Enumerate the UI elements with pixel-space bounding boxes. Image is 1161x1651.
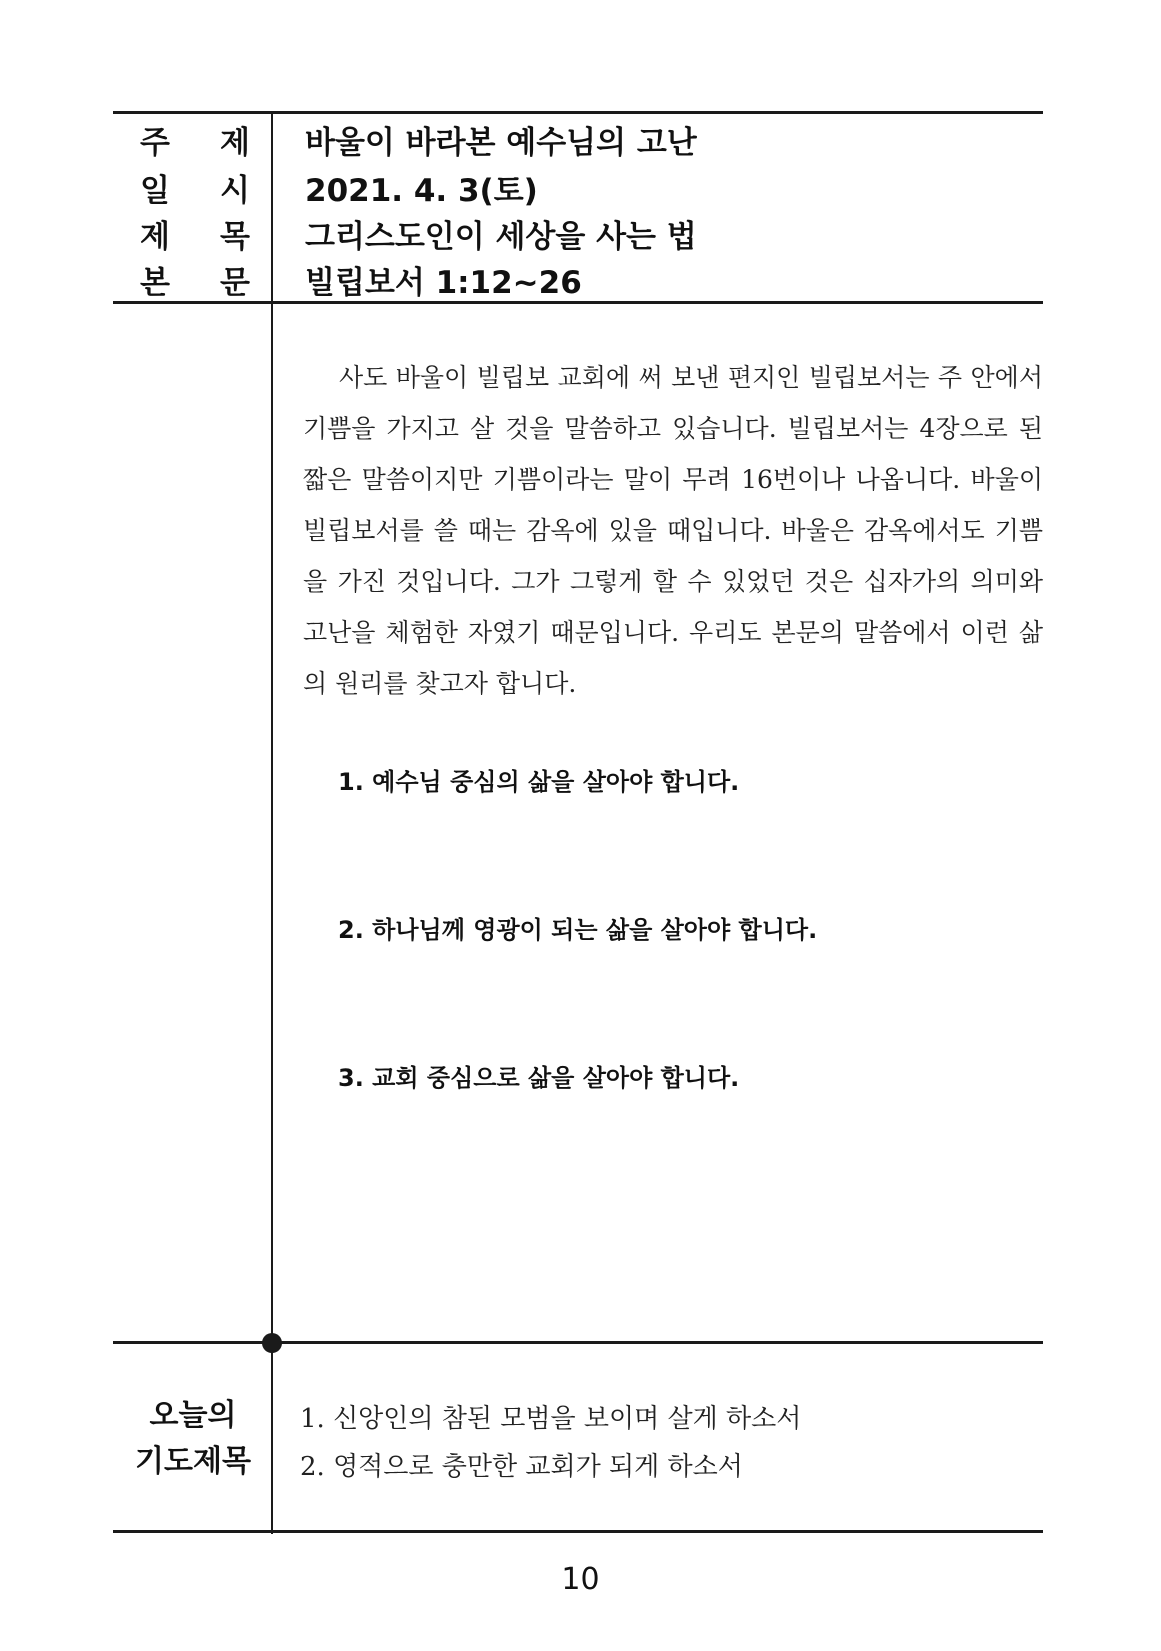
header-value-topic: 바울이 바라본 예수님의 고난 [305,124,697,161]
sermon-point-2: 2. 하나님께 영광이 되는 삶을 살아야 합니다. [338,916,818,944]
header-value-scripture: 빌립보서 1:12~26 [305,264,582,301]
header-value-date: 2021. 4. 3(토) [305,172,538,209]
prayer-item-1: 1. 신앙인의 참된 모범을 보이며 살게 하소서 [300,1404,802,1434]
header-label-date: 일 시 [140,172,250,209]
prayer-item-2: 2. 영적으로 충만한 교회가 되게 하소서 [300,1452,743,1482]
bottom-rule [113,1530,1043,1533]
prayer-label-line1: 오늘의 [149,1398,237,1433]
top-rule [113,111,1043,114]
sermon-intro-paragraph: 사도 바울이 빌립보 교회에 써 보낸 편지인 빌립보서는 주 안에서 기쁨을 가지고 살 것을 말씀하고 있습니다. 빌립보서는 4장으로 된 짧은 말씀이지만 기쁨이라는 말이 무려 16번이나 나옵니다. 바울이 빌립보서를 쓸 때는 감옥에 있을 때입니다. 바울은 감옥에서도 기쁨을 가진 것입니다. 그가 그렇게 할 수 있었던 것은 십자가의 의미와 고난을 체험한 자였기 때문입니다. 우리도 본문의 말씀에서 이런 삶의 원리를 찾고자 합니다. [303,363,1043,698]
sermon-point-1: 1. 예수님 중심의 삶을 살아야 합니다. [338,768,740,796]
prayer-label-line2: 기도제목 [135,1444,251,1479]
header-label-scripture: 본 문 [140,264,250,301]
prayer-section-label [128,1393,258,1485]
prayer-top-rule [113,1341,1043,1344]
header-label-title: 제 목 [140,218,250,255]
page-number: 10 [561,1562,600,1597]
header-value-title: 그리스도인이 세상을 사는 법 [305,218,697,255]
column-divider [271,114,273,1534]
divider-dot [262,1333,282,1353]
sermon-point-3: 3. 교회 중심으로 삶을 살아야 합니다. [338,1064,740,1092]
header-label-topic: 주 제 [140,124,250,161]
